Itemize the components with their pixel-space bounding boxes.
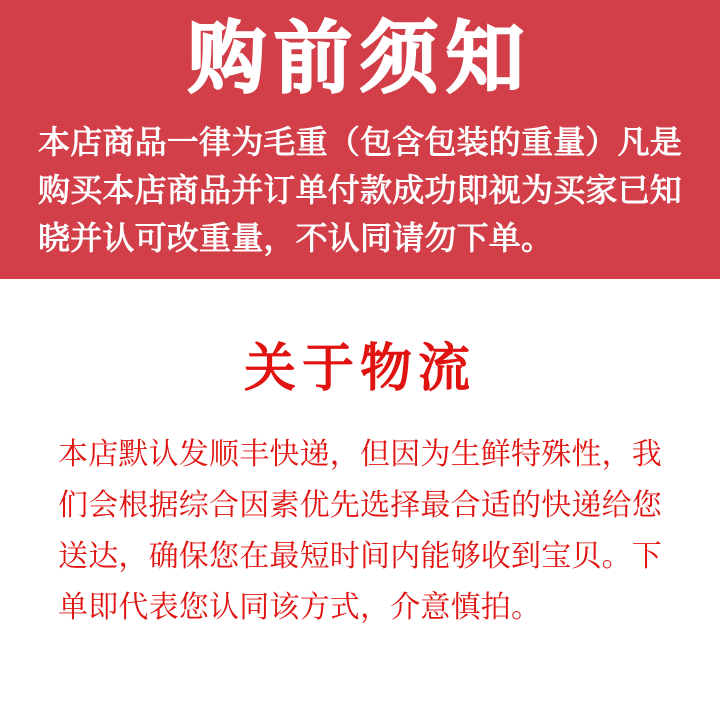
logistics-line-2: 们会根据综合因素优先选择最合适的快递给您 xyxy=(58,489,662,522)
pre-purchase-notice-banner xyxy=(0,0,720,279)
weight-notice-line-2: 购买本店商品并订单付款成功即视为买家已知 xyxy=(38,172,683,208)
weight-notice-paragraph xyxy=(0,118,720,262)
logistics-line-4: 单即代表您认同该方式，介意慎拍。 xyxy=(58,591,542,624)
logistics-paragraph xyxy=(0,429,720,633)
pre-purchase-title: 购前须知 xyxy=(187,14,532,102)
logistics-line-3: 送达，确保您在最短时间内能够收到宝贝。下 xyxy=(58,540,662,573)
weight-notice-line-3: 晓并认可改重量，不认同请勿下单。 xyxy=(38,220,554,256)
logistics-heading: 关于物流 xyxy=(243,340,476,398)
weight-notice-line-1: 本店商品一律为毛重（包含包装的重量）凡是 xyxy=(38,124,683,160)
logistics-line-1: 本店默认发顺丰快递，但因为生鲜特殊性，我 xyxy=(58,438,662,471)
logistics-section xyxy=(0,340,720,633)
